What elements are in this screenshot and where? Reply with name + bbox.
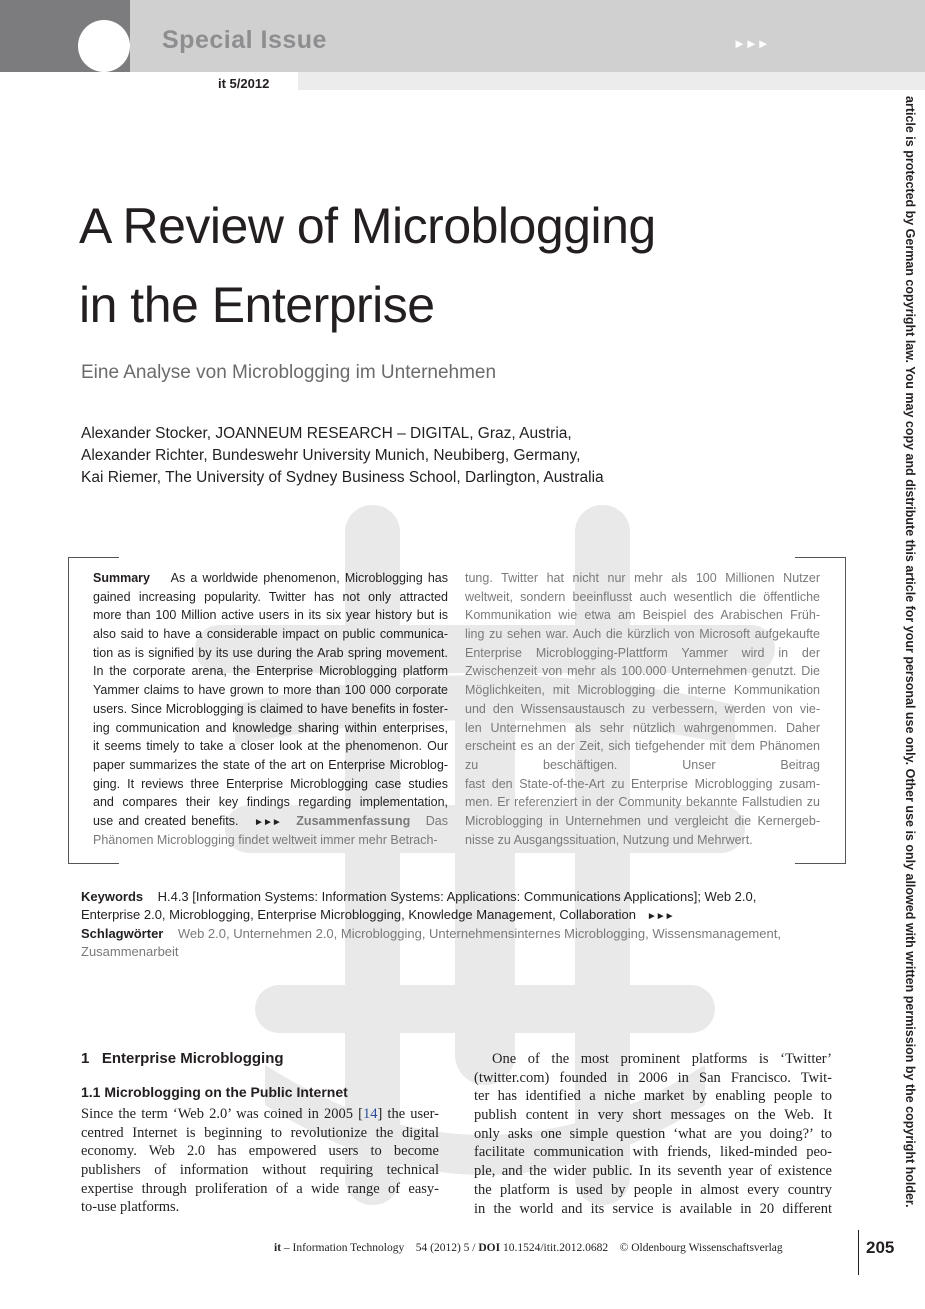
section-heading: 1 Enterprise Microblogging	[81, 1050, 284, 1067]
schlagwoerter-text: Web 2.0, Unternehmen 2.0, Microblogging, Unternehmensinternes Microblogging, Wissensmanagement,	[177, 926, 781, 941]
body-line: publish content in very short messages on the Web. It	[474, 1107, 832, 1124]
summary-line: it seems timely to take a closer look at the phenomenon. Our	[93, 739, 448, 754]
special-issue-label: Special Issue	[162, 26, 327, 54]
issue-label: it 5/2012	[218, 76, 270, 91]
summary-column-german	[465, 569, 820, 849]
body-line: (twitter.com) founded in 2006 in San Francisco. Twit-	[474, 1069, 832, 1086]
keywords-text: Enterprise 2.0, Microblogging, Enterprise Microblogging, Knowledge Management, Collaboration	[81, 907, 636, 922]
schlagwoerter-label: Schlagwörter	[81, 926, 164, 941]
body-line: ter has identified a niche market by enabling people to	[474, 1088, 832, 1105]
summary-line: more than 100 Million active users in its six year history but is	[93, 608, 448, 623]
keywords-label: Keywords	[81, 889, 144, 904]
subsection-heading: 1.1 Microblogging on the Public Internet	[81, 1084, 348, 1100]
zusammenfassung-text: Das	[425, 813, 448, 828]
summary-label: Summary	[93, 571, 150, 585]
summary-line	[93, 812, 448, 831]
doi-label: DOI	[478, 1242, 501, 1254]
body-line: ple, and the wider public. In its seventh year of existence	[474, 1163, 832, 1180]
body-line	[81, 1105, 439, 1124]
summary-text: As a worldwide phenomenon, Microblogging has	[170, 571, 448, 585]
summary-line: and compares their key findings regarding implementation,	[93, 795, 448, 810]
publisher: © Oldenbourg Wissenschaftsverlag	[619, 1242, 783, 1254]
body-text: ] the user-	[377, 1106, 439, 1122]
zusammenfassung-line: len Unternehmen als sehr nützlich wahrgenommen. Daher	[465, 720, 820, 735]
summary-line: ing communication and knowledge sharing within enterprises,	[93, 720, 448, 735]
schlagwoerter-line: Zusammenarbeit	[81, 944, 179, 959]
issue-bar	[298, 72, 925, 90]
article-title-line-2: in the Enterprise	[79, 277, 435, 333]
header-band	[0, 0, 925, 72]
body-line: centred Internet is beginning to revolutionize the digital	[81, 1124, 439, 1141]
keywords-text: H.4.3 [Information Systems: Information Systems: Applications: Communications Applications]; Web 2.0,	[157, 889, 757, 904]
body-line: only asks one simple question ‘what are you doing?’ to	[474, 1125, 832, 1142]
zusammenfassung-line: Zwischenzeit von mehr als 100.000 Unternehmen genutzt. Die	[465, 664, 820, 679]
zusammenfassung-line: weltweit, sondern beeinflusst auch wesentlich die öffentliche	[465, 589, 820, 604]
footer-divider	[858, 1230, 859, 1275]
zusammenfassung-line: tung. Twitter hat nicht nur mehr als 100 Millionen Nutzer	[465, 571, 820, 585]
body-text: Since the term ‘Web 2.0’ was coined in 2005 [	[81, 1106, 363, 1122]
zusammenfassung-line: Enterprise Microblogging-Plattform Yammer wird in der	[465, 645, 820, 660]
zusammenfassung-line: und den Wissensaustausch zu verbessern, werden von vie-	[465, 701, 820, 716]
zusammenfassung-line: men. Er referenziert in der Community bekannte Fallstudien zu	[465, 795, 820, 810]
body-line: One of the most prominent platforms is ‘Twitter’	[492, 1051, 832, 1067]
author-line: Alexander Stocker, JOANNEUM RESEARCH – DIGITAL, Graz, Austria,	[81, 425, 572, 442]
summary-line	[93, 569, 448, 588]
zusammenfassung-line: zu beschäftigen. Unser Beitrag	[465, 757, 820, 772]
keywords-line	[81, 906, 674, 927]
author-line: Kai Riemer, The University of Sydney Business School, Darlington, Australia	[81, 469, 604, 486]
body-line: economy. Web 2.0 has empowered users to become	[81, 1143, 439, 1160]
body-line: facilitate communication with friends, liked-minded peo-	[474, 1144, 832, 1161]
body-line: to-use platforms.	[81, 1199, 180, 1216]
summary-line: users. Since Microblogging is claimed to have benefits in foster-	[93, 701, 448, 716]
summary-line: tion as is signified by its use during the Arab spring movement.	[93, 645, 448, 660]
continue-arrows-icon: ►►►	[646, 911, 674, 922]
continue-arrows-icon: ►►►	[254, 816, 281, 828]
article-subtitle: Eine Analyse von Microblogging im Unternehmen	[81, 362, 497, 383]
copyright-notice: article is protected by German copyright law. You may copy and distribute this article for your personal use only. Other use is only allowed with written permission by the copyright holder.	[903, 96, 917, 1208]
zusammenfassung-line: nisse zu Ausgangssituation, Nutzung und Mehrwert.	[465, 832, 753, 847]
summary-line: In the corporate arena, the Enterprise Microblogging platform	[93, 664, 448, 679]
body-line: expertise through proliferation of a wide range of easy-	[81, 1180, 439, 1197]
summary-line: ging. It reviews three Enterprise Microblogging case studies	[93, 776, 448, 791]
volume-info: 54 (2012) 5 /	[415, 1242, 476, 1254]
header-arrows-icon: ►►►	[733, 36, 769, 51]
summary-text: use and created benefits.	[93, 813, 239, 828]
zusammenfassung-label: Zusammenfassung	[296, 813, 411, 828]
body-line: in the world and its service is available in 20 different	[474, 1200, 832, 1217]
journal-abbrev: it	[274, 1242, 282, 1254]
summary-line: Yammer claims to have grown to more than 100 000 corporate	[93, 683, 448, 698]
zusammenfassung-line: ling zu sehen war. Auch die kürzlich von Microsoft aufgekaufte	[465, 627, 820, 642]
citation-link[interactable]: 14	[362, 1106, 378, 1122]
zusammenfassung-line: Möglichkeiten, mit Microblogging die interne Kommunikation	[465, 683, 820, 698]
summary-line: Phänomen Microblogging findet weltweit immer mehr Betrach-	[93, 832, 438, 847]
header-circle-ornament	[78, 20, 130, 72]
summary-line: also said to have a considerable impact on public communica-	[93, 627, 448, 642]
page-footer	[274, 1242, 783, 1254]
summary-column-english	[93, 569, 448, 849]
body-line: publishers of information without requiring technical	[81, 1162, 439, 1179]
summary-line: gained increasing popularity. Twitter has not only attracted	[93, 589, 448, 604]
journal-name: – Information Technology	[281, 1242, 405, 1254]
zusammenfassung-line: Kommunikation wie etwa am Beispiel des Arabischen Früh-	[465, 608, 820, 623]
body-column-left	[81, 1105, 439, 1217]
article-title-line-1: A Review of Microblogging	[79, 198, 656, 254]
summary-line: paper summarizes the state of the art on Enterprise Microblog-	[93, 757, 448, 772]
page-number: 205	[866, 1238, 895, 1257]
body-line: the platform is used by people in almost every country	[474, 1181, 832, 1198]
keywords-line	[81, 888, 756, 907]
zusammenfassung-line: erscheint es an der Zeit, sich tiefgehender mit dem Phänomen	[465, 739, 820, 754]
schlagwoerter-line	[81, 925, 781, 944]
author-line: Alexander Richter, Bundeswehr University Munich, Neubiberg, Germany,	[81, 447, 581, 464]
zusammenfassung-line: Microblogging in Unternehmen und vergleicht die Kernergeb-	[465, 813, 820, 828]
zusammenfassung-line: fast den State-of-the-Art zu Enterprise Microblogging zusam-	[465, 776, 820, 791]
body-column-right	[474, 1050, 832, 1218]
doi-value[interactable]: 10.1524/itit.2012.0682	[502, 1242, 609, 1254]
